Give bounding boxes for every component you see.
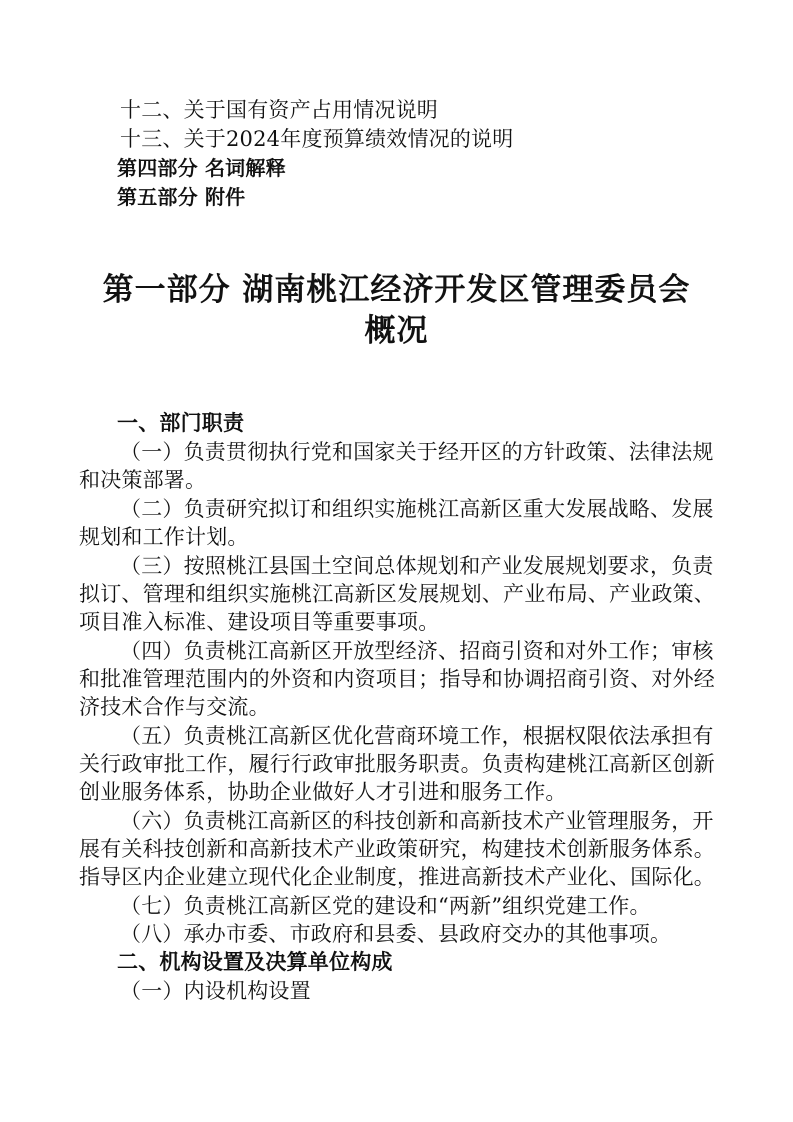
section1-line: （四）负责桃江高新区开放型经济、招商引资和对外工作；审核 [120,639,714,663]
part1-title-line2: 概况 [364,313,429,349]
section1-line: （一）负责贯彻执行党和国家关于经开区的方针政策、法律法规 [120,440,714,464]
section1-line: （五）负责桃江高新区优化营商环境工作，根据权限依法承担有 [120,724,714,748]
section1-line: 指导区内企业建立现代化企业制度，推进高新技术产业化、国际化。 [79,865,715,889]
section1-heading: 一、部门职责 [117,410,245,435]
section1-line: （八）承办市委、市政府和县委、县政府交办的其他事项。 [120,922,672,946]
part1-title-line1: 第一部分 湖南桃江经济开发区管理委员会 [102,272,691,308]
section1-line: 项目准入标准、建设项目等重要事项。 [79,610,440,634]
section1-line: 关行政审批工作，履行行政审批服务职责。负责构建桃江高新区创新 [79,752,715,776]
section1-line: （七）负责桃江高新区党的建设和“两新”组织党建工作。 [120,894,651,918]
toc-item-13: 十三、关于2024年度预算绩效情况的说明 [120,127,514,151]
section1-line: 规划和工作计划。 [79,525,249,549]
section1-line: （三）按照桃江县国土空间总体规划和产业发展规划要求，负责 [120,554,714,578]
toc-part-5: 第五部分 附件 [117,185,246,209]
section1-line: 拟订、管理和组织实施桃江高新区发展规划、产业布局、产业政策、 [79,582,715,606]
section1-line: 和决策部署。 [79,468,207,492]
section1-line: 和批准管理范围内的外资和内资项目；指导和协调招商引资、对外经 [79,667,715,691]
section1-line: （六）负责桃江高新区的科技创新和高新技术产业管理服务，开 [120,809,714,833]
toc-item-12: 十二、关于国有资产占用情况说明 [120,98,438,122]
section2-heading: 二、机构设置及决算单位构成 [117,949,393,974]
toc-part-4: 第四部分 名词解释 [117,156,286,180]
section1-line: 展有关科技创新和高新技术产业政策研究，构建技术创新服务体系。 [79,837,715,861]
section1-line: 济技术合作与交流。 [79,695,270,719]
section2-line: （一）内设机构设置 [120,979,311,1003]
section1-line: 创业服务体系，协助企业做好人才引进和服务工作。 [79,780,567,804]
section1-line: （二）负责研究拟订和组织实施桃江高新区重大发展战略、发展 [120,497,714,521]
